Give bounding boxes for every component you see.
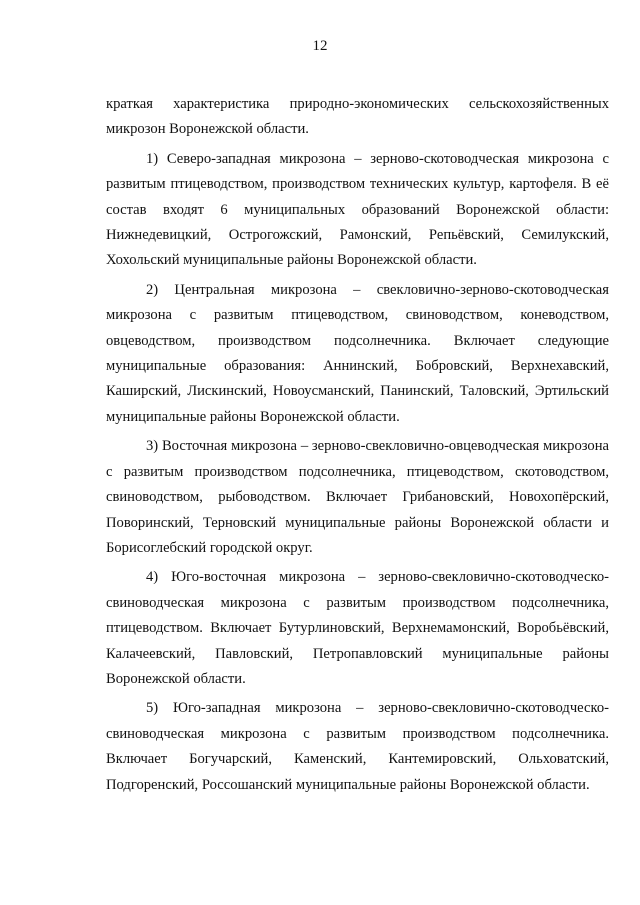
page-number: 12 bbox=[312, 38, 328, 54]
paragraph-northwest-microzone: 1) Северо-западная микрозона – зерново-скотоводческая микрозона с развитым птицеводством, производством технических культур, картофеля. В её состав входят 6 муниципальных образований Воронежской области: Нижнедевицкий, Острогожский, Рамонский, Репьёвский, Семилукский, Хохольский муниципальные районы Воронежской области. bbox=[106, 150, 609, 269]
paragraph-eastern-microzone: 3) Восточная микрозона – зерново-свекловично-овцеводческая микрозона с развитым производством подсолнечника, птицеводством, скотоводством, свиноводством, рыбоводством. Включает Грибановский, Новохопёрский, Поворинский, Терновский муниципальные районы Воронежской области и Борисоглебский городской округ. bbox=[106, 438, 609, 556]
paragraph-southeast-microzone: 4) Юго-восточная микрозона – зерново-свекловично-скотоводческо-свиноводческая микрозона с развитым производством подсолнечника, птицеводством. Включает Бутурлиновский, Верхнемамонский, Воробьёвский, Калачеевский, Павловский, Петропавловский муниципальные районы Воронежской области. bbox=[106, 569, 609, 687]
paragraph-central-microzone: 2) Центральная микрозона – свекловично-зерново-скотоводческая микрозона с развитым птицеводством, свиноводством, коневодством, овцеводством, производством подсолнечника. Включает следующие муниципальные образования: Аннинский, Бобровский, Верхнехавский, Каширский, Лискинский, Новоусманский, Панинский, Таловский, Эртильский муниципальные районы Воронежской области. bbox=[106, 281, 609, 425]
paragraph-intro-continuation: краткая характеристика природно-экономических сельскохозяйственных микрозон Воронежской области. bbox=[106, 96, 609, 138]
paragraph-southwest-microzone: 5) Юго-западная микрозона – зерново-свекловично-скотоводческо-свиноводческая микрозона с развитым производством подсолнечника. Включает Богучарский, Каменский, Кантемировский, Ольховатский, Подгоренский, Россошанский муниципальные районы Воронежской области. bbox=[106, 700, 609, 793]
document-body bbox=[106, 92, 609, 802]
